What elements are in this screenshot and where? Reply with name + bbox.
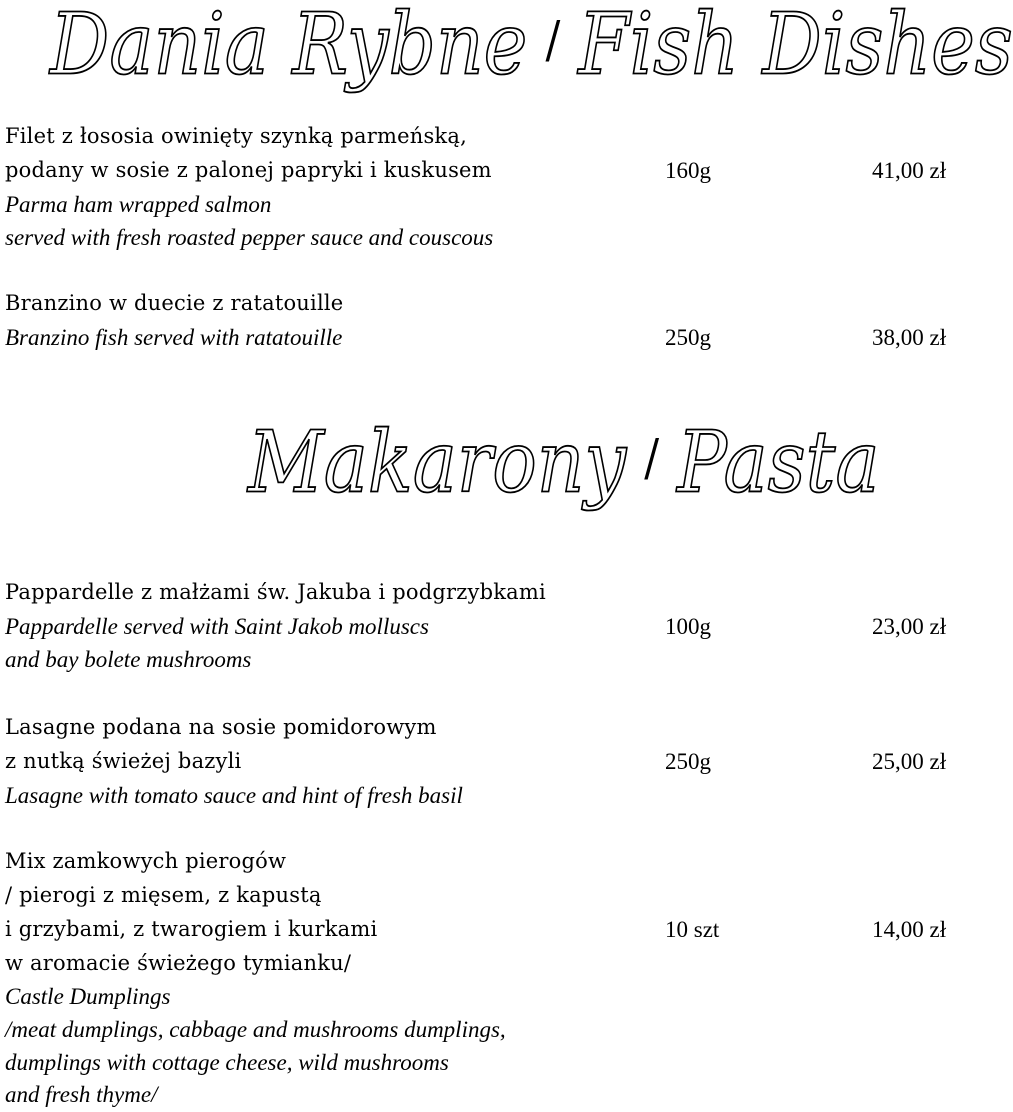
item-name-pl: podany w sosie z palonej papryki i kuskusem	[5, 158, 492, 182]
item-name-en: Castle Dumplings	[5, 984, 171, 1009]
item-name-pl: Branzino w duecie z ratatouille	[5, 291, 344, 315]
item-price: 25,00 zł	[872, 749, 947, 774]
item-price: 23,00 zł	[872, 614, 947, 639]
item-weight: 100g	[665, 614, 711, 639]
item-name-en: served with fresh roasted pepper sauce and couscous	[5, 225, 494, 250]
item-name-pl: Filet z łososia owinięty szynką parmeńską,	[5, 124, 467, 148]
item-name-pl: Lasagne podana na sosie pomidorowym	[5, 715, 437, 739]
item-weight: 250g	[665, 325, 711, 350]
item-price: 14,00 zł	[872, 917, 947, 942]
item-name-en: Branzino fish served with ratatouille	[5, 325, 343, 350]
pasta-section-heading	[248, 413, 880, 512]
item-name-en: and bay bolete mushrooms	[5, 647, 252, 672]
item-name-pl: z nutką świeżej bazyli	[5, 749, 242, 773]
item-name-en: Lasagne with tomato sauce and hint of fresh basil	[5, 783, 463, 808]
item-price: 41,00 zł	[872, 158, 947, 183]
item-name-en: and fresh thyme/	[5, 1082, 158, 1107]
pasta-heading-en: Pasta	[677, 413, 880, 512]
fish-section-heading	[50, 0, 1013, 95]
item-price: 38,00 zł	[872, 325, 947, 350]
item-weight: 10 szt	[665, 917, 720, 942]
pasta-heading-separator: /	[644, 429, 660, 488]
item-name-en: Pappardelle served with Saint Jakob molluscs	[5, 614, 429, 639]
item-name-pl: i grzybami, z twarogiem i kurkami	[5, 917, 378, 941]
item-name-pl: Pappardelle z małżami św. Jakuba i podgrzybkami	[5, 580, 546, 604]
item-name-en: /meat dumplings, cabbage and mushrooms dumplings,	[5, 1017, 506, 1042]
item-name-pl: w aromacie świeżego tymianku/	[5, 951, 352, 975]
item-name-en: Parma ham wrapped salmon	[5, 192, 272, 217]
item-name-pl: Mix zamkowych pierogów	[5, 849, 287, 873]
item-name-en: dumplings with cottage cheese, wild mushrooms	[5, 1050, 449, 1075]
fish-heading-separator: /	[545, 11, 561, 70]
item-weight: 250g	[665, 749, 711, 774]
item-name-pl: / pierogi z mięsem, z kapustą	[5, 883, 322, 907]
fish-heading-pl: Dania Rybne	[50, 0, 528, 95]
fish-heading-en: Fish Dishes	[578, 0, 1013, 95]
pasta-heading-pl: Makarony	[248, 413, 627, 512]
item-weight: 160g	[665, 158, 711, 183]
